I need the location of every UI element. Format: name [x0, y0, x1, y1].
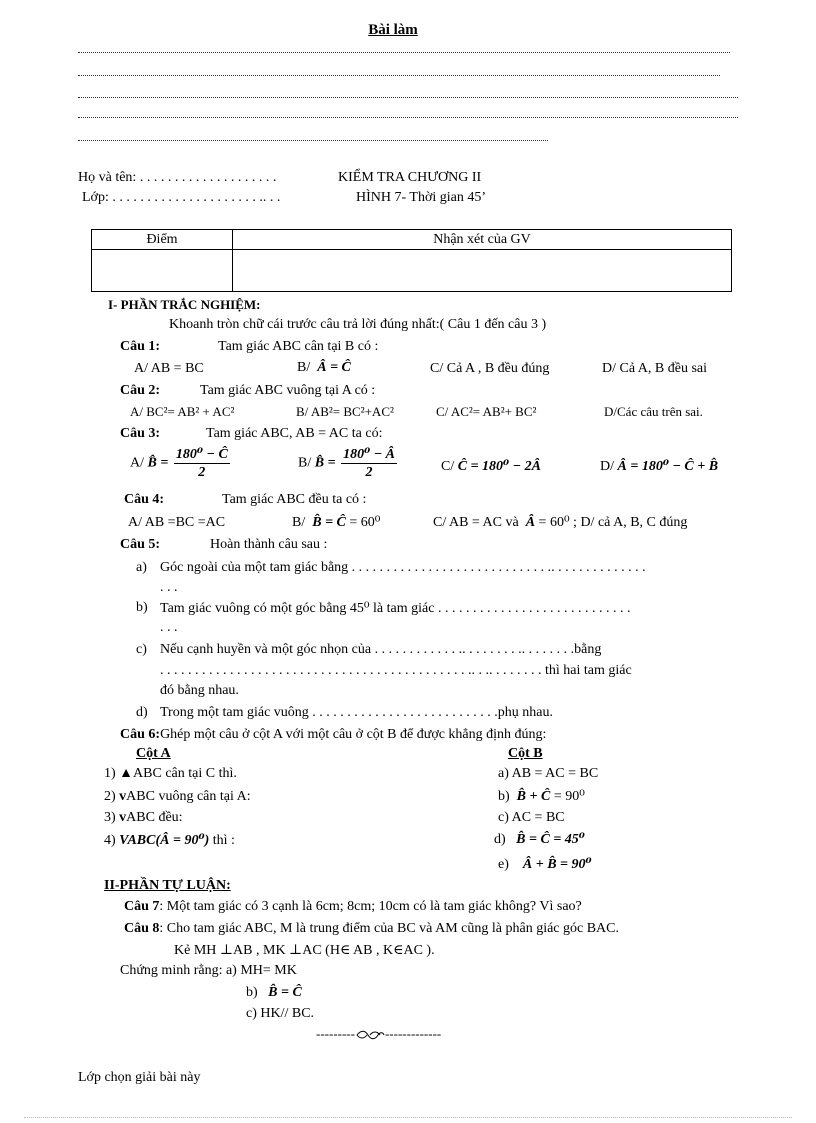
q5-label: Câu 5:	[120, 537, 161, 552]
item-number: 4)	[104, 833, 116, 848]
prove-b	[246, 985, 302, 1001]
q3-label: Câu 3:	[120, 426, 161, 441]
q2-option-b: B/ AB²= BC²+AC²	[296, 404, 394, 419]
divider-dashes-right: -------------	[384, 1026, 442, 1041]
item-number: 2)	[104, 789, 116, 804]
q5-b-continuation: . . .	[160, 620, 178, 635]
teacher-comment-cell	[233, 250, 732, 292]
q4-option-c	[433, 514, 687, 531]
q6-col-a-item-3	[104, 810, 183, 826]
item-label: e)	[498, 857, 509, 872]
grade-table	[91, 229, 732, 292]
q4-text: Tam giác ABC đều ta có :	[222, 492, 367, 507]
answer-line	[78, 97, 738, 98]
q8	[124, 921, 619, 937]
item-label: d)	[494, 832, 506, 847]
q3-option-d-label: D/	[600, 459, 614, 474]
q4-option-b-label: B/	[292, 515, 306, 530]
q5-a-text: Góc ngoài của một tam giác bằng . . . . . . . . . . . . . . . . . . . . . . . . . . . . .. . . . . . . . . . . . . .	[160, 560, 646, 575]
triangle-v-icon: v	[119, 810, 127, 825]
q5-c-label: c)	[136, 642, 147, 657]
q6-col-b-item-b	[498, 788, 585, 805]
q6-label: Câu 6:	[120, 727, 161, 742]
item-text: ABC đều:	[126, 810, 183, 825]
prove-b-label: b)	[246, 985, 258, 1000]
item-value: = 90⁰	[560, 857, 592, 872]
q3-option-a-b-hat: B̂ =	[147, 455, 169, 471]
q4-option-c-label: C/ AB = AC và	[433, 515, 519, 530]
item-expression: VABC(Â = 90⁰)	[119, 833, 210, 848]
q6-column-b-title: Cột B	[508, 746, 543, 761]
q1-text: Tam giác ABC cân tại B có :	[218, 339, 379, 354]
item-text: thì :	[212, 833, 235, 848]
fraction-numerator: 180⁰ − Ĉ	[175, 447, 228, 462]
q6-column-a-title: Cột A	[136, 746, 171, 761]
page-title: Bài làm	[368, 22, 418, 38]
grade-header: Điểm	[92, 230, 233, 250]
q6-col-b-item-e	[498, 856, 592, 873]
item-expression: B̂ = Ĉ	[509, 832, 550, 847]
test-title: KIỂM TRA CHƯƠNG II	[338, 170, 482, 185]
triangle-v-icon: v	[119, 789, 127, 804]
item-number: 1)	[104, 766, 116, 781]
part1-heading: I- PHẦN TRẮC NGHIỆM:	[108, 297, 261, 312]
q5-a-label: a)	[136, 560, 147, 575]
q5-a-continuation: . . .	[160, 580, 178, 595]
divider-dashes-left: ---------	[316, 1026, 355, 1041]
q3-option-a	[130, 446, 232, 481]
q4-label: Câu 4:	[124, 492, 165, 507]
answer-line	[78, 75, 720, 76]
section-divider	[316, 1026, 441, 1042]
answer-line	[78, 117, 738, 118]
item-expression: Â + B̂	[512, 857, 557, 872]
item-number: 3)	[104, 810, 116, 825]
q3-option-b-b-hat: B̂ =	[314, 455, 336, 471]
q1-option-a: A/ AB = BC	[134, 361, 204, 376]
q3-option-b-fraction	[341, 446, 397, 481]
q3-option-d	[600, 458, 718, 475]
grade-cell	[92, 250, 233, 292]
prove-label: Chứng minh rằng: a) MH= MK	[120, 963, 297, 978]
q7-text: : Một tam giác có 3 cạnh là 6cm; 8cm; 10cm có là tam giác không? Vì sao?	[159, 899, 582, 914]
prove-c: c) HK// BC.	[246, 1006, 315, 1021]
footer-note: Lớp chọn giải bài này	[78, 1070, 201, 1085]
q3-option-d-expr: Â = 180⁰ − Ĉ + B̂	[617, 459, 719, 474]
q4-option-b-value: = 60⁰	[349, 515, 381, 530]
q1-option-b-label: B/	[297, 360, 311, 375]
q8-line2: Kẻ MH ⊥AB , MK ⊥AC (H∈ AB , K∈AC ).	[174, 943, 435, 958]
q1-option-c: C/ Cả A , B đều đúng	[430, 361, 550, 376]
teacher-comment-header: Nhận xét của GV	[233, 230, 732, 250]
q5-text: Hoàn thành câu sau :	[210, 537, 328, 552]
item-text: ABC cân tại C thì.	[133, 766, 237, 781]
q4-option-c-a-hat: Â	[522, 515, 536, 530]
q1-option-b-expr: Â = Ĉ	[313, 360, 351, 375]
answer-line	[78, 140, 548, 141]
q1-option-b	[297, 360, 351, 376]
q6-text: Ghép một câu ở cột A với một câu ở cột B để được khẳng định đúng:	[160, 727, 547, 742]
q4-option-b	[292, 514, 380, 531]
q6-col-b-item-c: c) AC = BC	[498, 810, 565, 825]
q6-col-b-item-d	[494, 831, 585, 848]
q8-text: : Cho tam giác ABC, M là trung điểm của BC và AM cũng là phân giác góc BAC.	[159, 921, 620, 936]
answer-line	[78, 52, 730, 53]
q5-d-label: d)	[136, 705, 148, 720]
q7	[124, 899, 582, 915]
q3-option-c-label: C/	[441, 459, 455, 474]
test-subtitle: HÌNH 7- Thời gian 45’	[356, 190, 487, 205]
q2-option-c: C/ AC²= AB²+ BC²	[436, 404, 537, 419]
part1-instruction: Khoanh tròn chữ cái trước câu trả lời đúng nhất:( Câu 1 đến câu 3 )	[169, 317, 547, 332]
q3-option-b	[298, 446, 399, 481]
q1-option-d: D/ Cả A, B đều sai	[602, 361, 707, 376]
q8-label: Câu 8	[124, 921, 160, 936]
item-value: = 45⁰	[553, 832, 585, 847]
fraction-denominator: 2	[198, 465, 206, 480]
q2-text: Tam giác ABC vuông tại A có :	[200, 383, 376, 398]
q2-option-d: D/Các câu trên sai.	[604, 404, 703, 419]
q6-col-a-item-1	[104, 766, 237, 782]
q1-label: Câu 1:	[120, 339, 161, 354]
item-expression: B̂ + Ĉ	[513, 789, 551, 804]
q6-prompt	[120, 727, 546, 743]
name-field-label: Họ và tên: . . . . . . . . . . . . . . . . . . . .	[78, 170, 277, 185]
footer-divider	[24, 1117, 792, 1118]
q3-option-c-expr: Ĉ = 180⁰ − 2Â	[457, 459, 542, 474]
q5-c-line2: . . . . . . . . . . . . . . . . . . . . . . . . . . . . . . . . . . . . . . . . . . . . .. . .. . . . . . . . thì hai tam giác	[160, 663, 632, 678]
q5-c-line3: đó bằng nhau.	[160, 683, 239, 698]
q4-option-a: A/ AB =BC =AC	[128, 515, 226, 530]
item-label: b)	[498, 789, 510, 804]
q5-d-text: Trong một tam giác vuông . . . . . . . . . . . . . . . . . . . . . . . . . . .phụ nhau.	[160, 705, 554, 720]
q3-option-a-fraction	[174, 446, 230, 481]
q3-option-b-label: B/	[298, 455, 312, 471]
q5-b-text: Tam giác vuông có một góc bằng 45⁰ là tam giác . . . . . . . . . . . . . . . . . . . . . . . . . . . .	[160, 601, 631, 616]
q3-option-c	[441, 458, 541, 475]
q6-col-b-item-a: a) AB = AC = BC	[498, 766, 599, 781]
q6-col-a-item-2	[104, 789, 251, 805]
fraction-denominator: 2	[365, 465, 373, 480]
part2-heading: II-PHẦN TỰ LUẬN:	[104, 878, 231, 893]
q3-option-a-label: A/	[130, 455, 144, 471]
q4-option-b-expr: B̂ = Ĉ	[308, 515, 346, 530]
q3-text: Tam giác ABC, AB = AC ta có:	[206, 426, 383, 441]
q4-option-c-value: = 60⁰ ; D/ cả A, B, C đúng	[538, 515, 688, 530]
q2-option-a: A/ BC²= AB² + AC²	[130, 404, 235, 419]
class-field-label: Lớp: . . . . . . . . . . . . . . . . . . . . . .. . .	[82, 190, 281, 205]
item-value: = 90⁰	[553, 789, 585, 804]
q2-label: Câu 2:	[120, 383, 161, 398]
ornament-icon	[355, 1030, 385, 1040]
fraction-numerator: 180⁰ − Â	[343, 447, 396, 462]
q7-label: Câu 7	[124, 899, 160, 914]
prove-b-expr: B̂ = Ĉ	[261, 985, 302, 1000]
triangle-icon: ▲	[119, 766, 134, 781]
item-text: ABC vuông cân tại A:	[126, 789, 251, 804]
q5-c-text: Nếu cạnh huyền và một góc nhọn của . . . . . . . . . . . . .. . . . . . . . .. . . . . . . .bằng	[160, 642, 602, 657]
q6-col-a-item-4	[104, 832, 235, 849]
q5-b-label: b)	[136, 600, 148, 615]
